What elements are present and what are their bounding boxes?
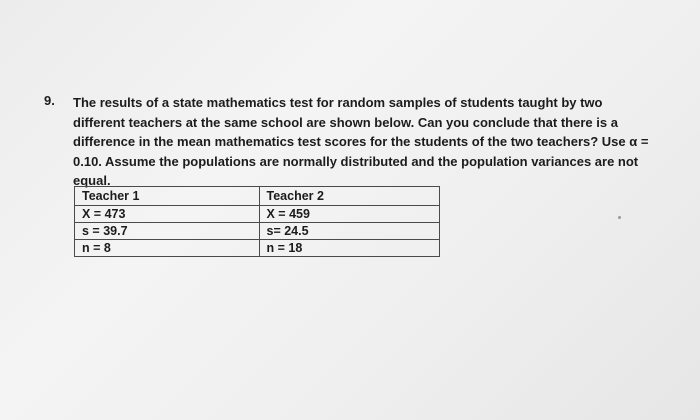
question-number: 9. <box>44 93 55 108</box>
table-cell: s= 24.5 <box>259 223 440 240</box>
question-line: The results of a state mathematics test for random samples of students taught by two <box>73 95 603 110</box>
table-cell: X = 459 <box>259 206 440 223</box>
question-line: difference in the mean mathematics test scores for the students of the two teachers? Use α = <box>73 134 649 149</box>
teacher-data-table <box>74 186 440 257</box>
table-cell: X = 473 <box>75 206 260 223</box>
question-line: 0.10. Assume the populations are normally distributed and the population variances are not <box>73 153 639 169</box>
paper-speck <box>618 216 621 219</box>
table-header-teacher-2: Teacher 2 <box>259 187 440 206</box>
table-header-teacher-1: Teacher 1 <box>75 187 260 206</box>
question-line: different teachers at the same school are shown below. Can you conclude that there is a <box>73 114 618 130</box>
question-line: equal. <box>73 173 111 188</box>
question-text <box>73 93 649 191</box>
table-row <box>75 240 440 257</box>
table-row <box>75 223 440 240</box>
table-header-row <box>75 187 440 206</box>
table-cell: s = 39.7 <box>75 223 260 240</box>
table-row <box>75 206 440 223</box>
table-cell: n = 8 <box>75 240 260 257</box>
table-cell: n = 18 <box>259 240 440 257</box>
